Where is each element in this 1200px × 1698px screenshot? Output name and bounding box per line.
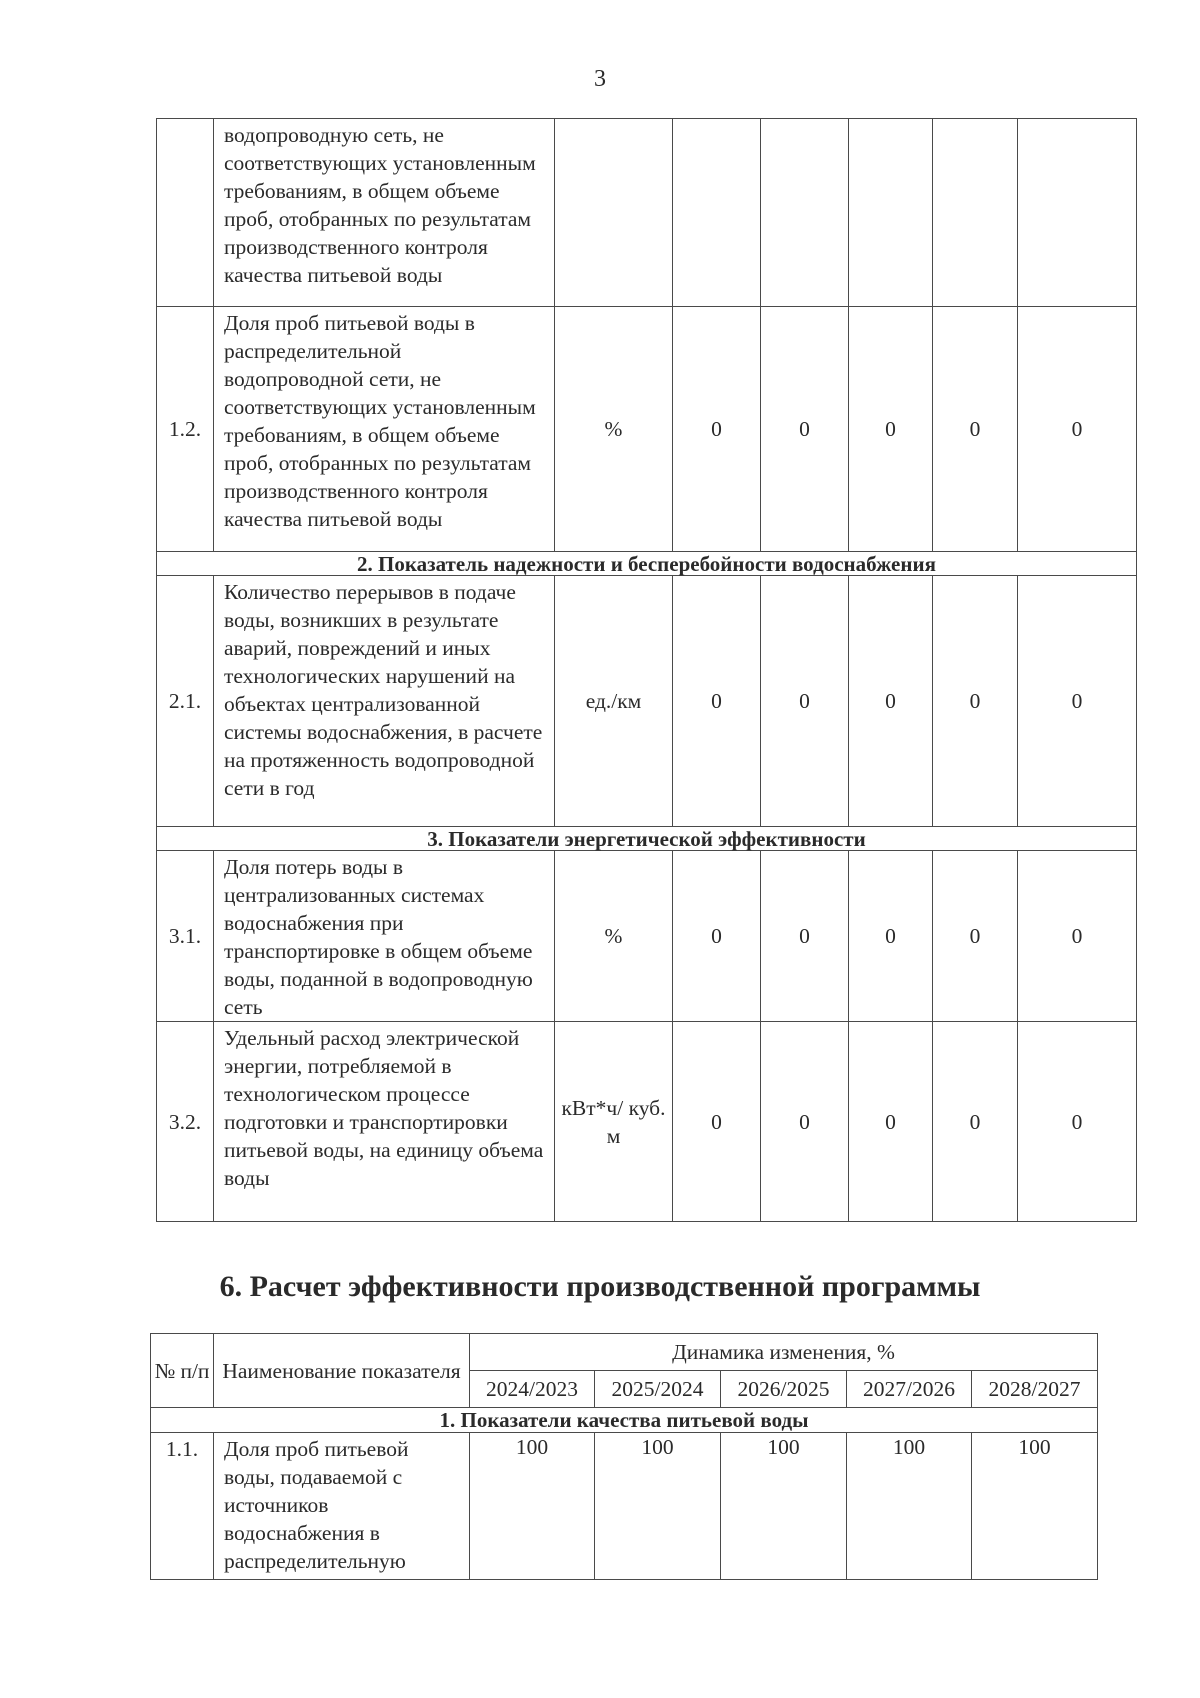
- section-row: [157, 827, 1137, 851]
- indicators-table: [156, 118, 1137, 1222]
- table-row: [157, 576, 1137, 827]
- row-value: 100: [972, 1433, 1098, 1580]
- row-number: 3.2.: [157, 1022, 214, 1222]
- row-unit: [555, 119, 673, 307]
- row-value: 0: [673, 307, 761, 552]
- row-value: 0: [1018, 307, 1137, 552]
- table-row: [157, 307, 1137, 552]
- row-value: 0: [761, 851, 849, 1022]
- row-value: 0: [933, 576, 1018, 827]
- row-number: 1.2.: [157, 307, 214, 552]
- row-value: 0: [1018, 576, 1137, 827]
- row-unit: ед./км: [555, 576, 673, 827]
- row-value: 0: [933, 851, 1018, 1022]
- row-value: 0: [673, 1022, 761, 1222]
- row-value: 100: [721, 1433, 847, 1580]
- section-title: 3. Показатели энергетической эффективности: [157, 827, 1137, 851]
- row-unit: кВт*ч/ куб. м: [555, 1022, 673, 1222]
- row-value: 0: [849, 576, 933, 827]
- row-value: [933, 119, 1018, 307]
- row-value: 0: [849, 1022, 933, 1222]
- row-unit: %: [555, 307, 673, 552]
- row-value: 0: [761, 307, 849, 552]
- row-value: 100: [470, 1433, 595, 1580]
- row-value: 0: [761, 1022, 849, 1222]
- row-number: 2.1.: [157, 576, 214, 827]
- col-header-name: Наименование показателя: [214, 1334, 470, 1408]
- row-number: 1.1.: [151, 1433, 214, 1580]
- row-value: 0: [933, 1022, 1018, 1222]
- table-row: [157, 1022, 1137, 1222]
- indicators-table-body: [157, 119, 1137, 1222]
- row-value: 100: [847, 1433, 972, 1580]
- section-row: [151, 1408, 1098, 1433]
- row-value: [673, 119, 761, 307]
- row-value: 100: [595, 1433, 721, 1580]
- row-value: 0: [673, 851, 761, 1022]
- row-number: 3.1.: [157, 851, 214, 1022]
- year-header: 2027/2026: [847, 1371, 972, 1408]
- col-header-num: № п/п: [151, 1334, 214, 1408]
- row-value: [1018, 119, 1137, 307]
- table-row: [157, 851, 1137, 1022]
- year-header: 2028/2027: [972, 1371, 1098, 1408]
- section-title: 2. Показатель надежности и бесперебойности водоснабжения: [157, 552, 1137, 576]
- row-unit: %: [555, 851, 673, 1022]
- year-header: 2026/2025: [721, 1371, 847, 1408]
- year-header: 2024/2023: [470, 1371, 595, 1408]
- row-name: Доля проб питьевой воды, подаваемой с источников водоснабжения в распределительную: [214, 1433, 470, 1580]
- row-value: 0: [1018, 1022, 1137, 1222]
- row-name: Количество перерывов в подаче воды, возникших в результате аварий, повреждений и иных технологических нарушений на объектах централизованной системы водоснабжения, в расчете на протяженность водопроводной сети в год: [214, 576, 555, 827]
- row-value: 0: [761, 576, 849, 827]
- section-heading: 6. Расчет эффективности производственной программы: [219, 1270, 981, 1303]
- row-value: 0: [1018, 851, 1137, 1022]
- col-header-dynamics: Динамика изменения, %: [470, 1334, 1098, 1371]
- row-value: 0: [849, 307, 933, 552]
- page-number: 3: [594, 66, 606, 92]
- row-name: Доля проб питьевой воды в распределительной водопроводной сети, не соответствующих установленным требованиям, в общем объеме проб, отобранных по результатам производственного контроля качества питьевой воды: [214, 307, 555, 552]
- row-value: 0: [673, 576, 761, 827]
- table-row: [157, 119, 1137, 307]
- row-name: водопроводную сеть, не соответствующих установленным требованиям, в общем объеме проб, отобранных по результатам производственного контроля качества питьевой воды: [214, 119, 555, 307]
- efficiency-table: [150, 1333, 1098, 1580]
- row-name: Удельный расход электрической энергии, потребляемой в технологическом процессе подготовки и транспортировки питьевой воды, на единицу объема воды: [214, 1022, 555, 1222]
- row-value: 0: [849, 851, 933, 1022]
- table-row: [151, 1433, 1098, 1580]
- row-number: [157, 119, 214, 307]
- year-header: 2025/2024: [595, 1371, 721, 1408]
- row-value: [849, 119, 933, 307]
- section-row: [157, 552, 1137, 576]
- row-value: 0: [933, 307, 1018, 552]
- row-name: Доля потерь воды в централизованных системах водоснабжения при транспортировке в общем объеме воды, поданной в водопроводную сеть: [214, 851, 555, 1022]
- row-value: [761, 119, 849, 307]
- section-title: 1. Показатели качества питьевой воды: [151, 1408, 1098, 1433]
